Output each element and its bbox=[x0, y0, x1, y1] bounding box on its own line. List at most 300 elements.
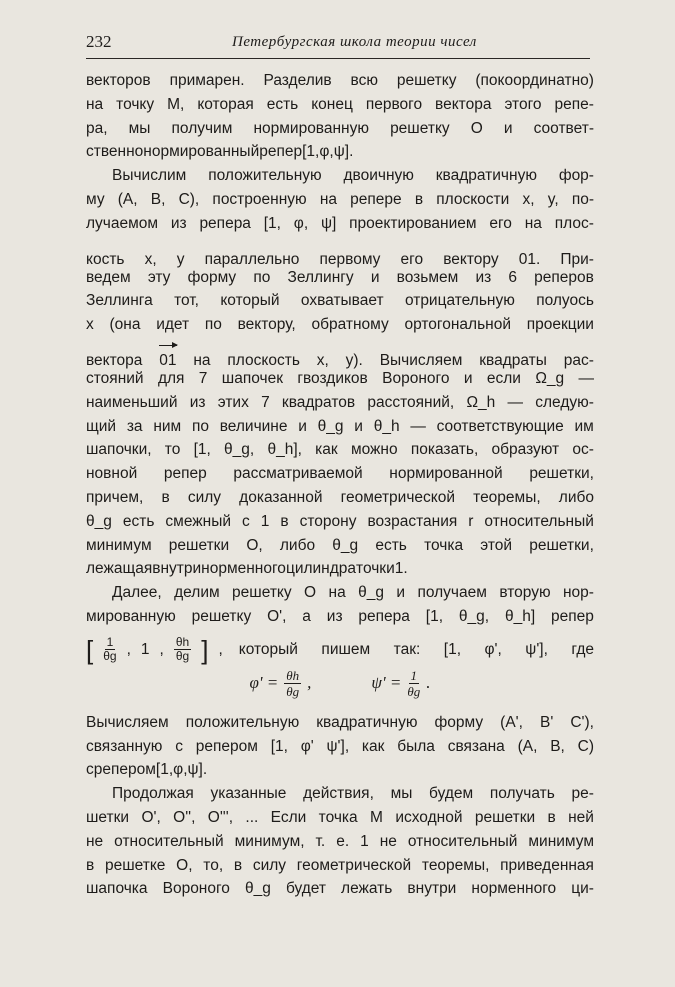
word: решетки, bbox=[529, 465, 594, 483]
frame-bracket: [ $\frac{1}{\theta g}$ , 1 , $\frac{\theta h}{\theta g}$ ] , bbox=[86, 634, 223, 665]
word: решетку bbox=[191, 607, 252, 625]
word: [1, bbox=[155, 761, 174, 779]
word: решетки bbox=[474, 808, 536, 826]
word: мы bbox=[390, 785, 413, 803]
word: в bbox=[414, 190, 424, 208]
word: образуют bbox=[491, 441, 560, 459]
word: стояний bbox=[86, 369, 144, 387]
word: соответ- bbox=[533, 119, 594, 137]
word: точку bbox=[116, 95, 155, 113]
word: (покоординатно) bbox=[475, 72, 594, 89]
word: θ_g, bbox=[458, 607, 490, 625]
word: в bbox=[547, 808, 556, 826]
word: который bbox=[220, 292, 280, 310]
word: и bbox=[396, 584, 406, 602]
word: y bbox=[176, 250, 185, 268]
word: проектированием bbox=[349, 214, 477, 232]
word: ψ]. bbox=[333, 143, 354, 161]
word: нор- bbox=[563, 584, 594, 602]
word: есть bbox=[266, 95, 299, 113]
word: C) bbox=[577, 737, 594, 755]
word: на bbox=[328, 584, 346, 602]
word: (она bbox=[109, 316, 141, 334]
word: ней bbox=[568, 808, 594, 826]
word: θ_h] bbox=[504, 607, 536, 625]
word: репер bbox=[551, 607, 594, 625]
word: на bbox=[86, 95, 104, 113]
word: охватывает bbox=[300, 292, 384, 310]
word: [1, bbox=[193, 441, 211, 459]
text-line bbox=[86, 269, 594, 293]
text-line bbox=[86, 833, 594, 857]
word: θ_g, bbox=[224, 441, 255, 459]
word: его bbox=[400, 250, 424, 268]
word: 6 bbox=[508, 268, 517, 286]
word: расстояний, bbox=[367, 393, 455, 411]
word: этой bbox=[480, 536, 513, 554]
word: Ω_h bbox=[466, 393, 496, 411]
word: геометрической bbox=[296, 856, 412, 874]
word: C), bbox=[178, 190, 200, 208]
word: относительный bbox=[484, 512, 594, 530]
word: репер bbox=[163, 465, 207, 483]
word: 01. bbox=[518, 250, 541, 268]
word: рас- bbox=[563, 351, 594, 369]
word: щий bbox=[86, 417, 117, 435]
word: получим bbox=[171, 119, 233, 137]
word: а bbox=[302, 607, 311, 625]
word: C'), bbox=[570, 713, 594, 731]
text-line bbox=[86, 191, 594, 215]
word: и bbox=[463, 369, 473, 387]
word: вторую bbox=[499, 584, 551, 602]
word: наименьший bbox=[86, 393, 178, 411]
text-line bbox=[86, 394, 594, 418]
word: φ', bbox=[484, 640, 502, 658]
word: — bbox=[410, 417, 426, 435]
word: сторону bbox=[299, 512, 357, 530]
word: с bbox=[175, 737, 183, 755]
word: вектору, bbox=[237, 316, 296, 334]
body-text bbox=[86, 72, 594, 904]
text-line bbox=[86, 143, 594, 167]
word: точка bbox=[424, 536, 464, 554]
word: решетку bbox=[232, 584, 292, 602]
word: θ_g bbox=[332, 536, 359, 554]
word: вектора bbox=[435, 95, 492, 113]
word: примарен. bbox=[169, 72, 245, 89]
phi-equation: φ' = $\frac{\theta h}{\theta g}$ , bbox=[249, 667, 312, 699]
word: репера bbox=[199, 214, 251, 232]
word: вектору bbox=[443, 250, 499, 268]
word: из bbox=[475, 268, 492, 286]
word: по bbox=[204, 316, 222, 334]
word: ψ'], bbox=[525, 640, 548, 658]
word: репера bbox=[358, 607, 410, 625]
word: нормированную bbox=[253, 119, 369, 137]
word: плоскость bbox=[227, 351, 300, 369]
word: всю bbox=[350, 72, 378, 89]
word: где bbox=[571, 640, 594, 658]
word: получать bbox=[489, 785, 555, 803]
word: решетки, bbox=[529, 536, 594, 554]
word: ос- bbox=[572, 441, 594, 459]
frame-middle: 1 bbox=[140, 640, 150, 658]
word: θ_g bbox=[245, 880, 271, 898]
word: репером bbox=[93, 761, 156, 779]
word: квадраты bbox=[479, 351, 547, 369]
word: Вычислим bbox=[112, 167, 187, 185]
word: будет bbox=[285, 880, 326, 898]
word: квадратичную bbox=[435, 167, 537, 185]
word: M, bbox=[167, 95, 185, 113]
word: репер bbox=[259, 143, 303, 161]
word: репере bbox=[350, 190, 402, 208]
text-line bbox=[86, 584, 594, 608]
word: фор- bbox=[558, 167, 594, 185]
word: то bbox=[164, 441, 181, 459]
word: нормированный bbox=[143, 143, 260, 161]
word: [1, bbox=[302, 143, 320, 161]
page-header bbox=[86, 32, 590, 59]
word: этого bbox=[504, 95, 542, 113]
word: по bbox=[253, 268, 271, 286]
word: решетке bbox=[104, 856, 166, 874]
text-line bbox=[86, 761, 594, 785]
word: с bbox=[86, 761, 94, 779]
word: y, bbox=[547, 190, 559, 208]
text-line bbox=[86, 215, 594, 239]
word: соответствующие bbox=[436, 417, 564, 435]
word: и bbox=[503, 119, 513, 137]
word: ра, bbox=[86, 119, 108, 137]
word: по- bbox=[571, 190, 594, 208]
word: причем, bbox=[86, 488, 144, 506]
word: на bbox=[319, 190, 337, 208]
text-line bbox=[86, 608, 594, 632]
text-line bbox=[86, 96, 594, 120]
word: M bbox=[370, 808, 383, 826]
word: лучаемом bbox=[86, 214, 159, 232]
word: точка bbox=[318, 808, 358, 826]
word: лежащая bbox=[86, 560, 153, 578]
word: как bbox=[361, 737, 385, 755]
word: O'', bbox=[173, 808, 196, 826]
word: B' bbox=[539, 713, 554, 731]
word: Вычисляем bbox=[86, 713, 169, 731]
text-line bbox=[86, 316, 594, 340]
word: положительную bbox=[208, 167, 322, 185]
word: (A', bbox=[500, 713, 523, 731]
word: ... bbox=[245, 808, 259, 826]
word: первому bbox=[319, 250, 381, 268]
word: [1, bbox=[425, 607, 444, 625]
word: не bbox=[86, 832, 104, 850]
word: θ_g bbox=[358, 584, 384, 602]
word: геометрической bbox=[340, 488, 456, 506]
text-line bbox=[86, 239, 594, 269]
word: шапочка bbox=[86, 880, 148, 898]
word: 01 bbox=[159, 351, 177, 369]
word: смежный bbox=[165, 512, 232, 530]
word: θ_g bbox=[86, 512, 112, 530]
word: x, bbox=[144, 250, 157, 268]
word: можно bbox=[350, 441, 398, 459]
text-line bbox=[86, 120, 594, 144]
word: новной bbox=[86, 465, 138, 483]
word: показать, bbox=[410, 441, 479, 459]
word: решетку bbox=[396, 72, 457, 89]
word: из bbox=[326, 607, 343, 625]
word: указанные bbox=[210, 785, 287, 803]
word: идет bbox=[156, 316, 190, 334]
word: φ, bbox=[319, 143, 334, 161]
word: решетку bbox=[390, 119, 450, 137]
word: в bbox=[161, 488, 170, 506]
word: квадратичную bbox=[316, 713, 418, 731]
word: в bbox=[86, 856, 95, 874]
word: е. bbox=[336, 832, 350, 850]
word: цилиндра bbox=[285, 560, 357, 578]
word: φ' bbox=[300, 737, 314, 755]
word: не bbox=[379, 832, 397, 850]
word: конец bbox=[311, 95, 353, 113]
word: на bbox=[524, 214, 542, 232]
word: либо bbox=[279, 536, 316, 554]
word: O''', bbox=[207, 808, 234, 826]
word: му bbox=[86, 190, 105, 208]
word: двоичную bbox=[343, 167, 414, 185]
word: (A, bbox=[117, 190, 138, 208]
word: есть bbox=[375, 536, 407, 554]
word: норменного bbox=[201, 560, 286, 578]
text-line bbox=[86, 560, 594, 584]
word: Зеллингу bbox=[287, 268, 354, 286]
word: вектора bbox=[86, 351, 143, 369]
word: возрастания bbox=[367, 512, 458, 530]
word: как bbox=[315, 441, 338, 459]
equation-line bbox=[86, 668, 594, 704]
word: ортогональной bbox=[404, 316, 511, 334]
word: При- bbox=[560, 250, 594, 268]
word: тот, bbox=[174, 292, 199, 310]
word: есть bbox=[122, 512, 155, 530]
word: относительный bbox=[407, 832, 518, 850]
word: [1, bbox=[263, 214, 281, 232]
word: φ, bbox=[173, 761, 188, 779]
word: для bbox=[157, 369, 185, 387]
word: рассматриваемой bbox=[233, 465, 363, 483]
word: θ_h bbox=[373, 417, 400, 435]
word: мированную bbox=[86, 607, 176, 625]
text-line bbox=[86, 72, 594, 96]
word: по bbox=[191, 417, 209, 435]
word: φ, bbox=[293, 214, 309, 232]
text-line bbox=[86, 537, 594, 561]
text-line bbox=[86, 857, 594, 881]
text-line bbox=[86, 370, 594, 394]
text-line bbox=[86, 418, 594, 442]
word: делим bbox=[174, 584, 220, 602]
word: теоремы, bbox=[421, 856, 490, 874]
word: Далее, bbox=[112, 584, 162, 602]
word: на bbox=[193, 351, 211, 369]
word: — bbox=[578, 369, 594, 387]
word: шетки bbox=[86, 808, 130, 826]
word: θ_h], bbox=[267, 441, 302, 459]
word: за bbox=[126, 417, 143, 435]
word: точки bbox=[356, 560, 395, 578]
word: [1, bbox=[443, 640, 461, 658]
word: величине bbox=[219, 417, 288, 435]
word: параллельно bbox=[204, 250, 300, 268]
word: ведем bbox=[86, 268, 131, 286]
word: y). bbox=[345, 351, 363, 369]
word: 7 bbox=[261, 393, 270, 411]
word: Вычисляем bbox=[379, 351, 463, 369]
word: O bbox=[304, 584, 317, 602]
word: 1. bbox=[394, 560, 408, 578]
word: 7 bbox=[198, 369, 208, 387]
word: Зеллинга bbox=[86, 292, 153, 310]
word: так: bbox=[393, 640, 421, 658]
psi-equation: ψ' = $\frac{1}{\theta g}$ . bbox=[371, 667, 431, 699]
word: который bbox=[238, 640, 298, 658]
word: O bbox=[470, 119, 483, 137]
word: (A, bbox=[517, 737, 538, 755]
word: решетки bbox=[168, 536, 230, 554]
text-line bbox=[86, 809, 594, 833]
word: связанную bbox=[86, 737, 163, 755]
word: относительный bbox=[114, 832, 224, 850]
word: и bbox=[370, 268, 380, 286]
word: была bbox=[397, 737, 435, 755]
word: — bbox=[507, 393, 524, 411]
word: шапочек bbox=[221, 369, 283, 387]
word: нормированной bbox=[389, 465, 503, 483]
word: ψ]. bbox=[187, 761, 208, 779]
word: реперов bbox=[534, 268, 594, 286]
word: внутри bbox=[152, 560, 202, 578]
frame-line bbox=[86, 632, 594, 668]
word: Продолжая bbox=[112, 785, 194, 803]
word: первого bbox=[365, 95, 423, 113]
word: 1 bbox=[260, 512, 270, 530]
word: Ω_g bbox=[535, 369, 565, 387]
text-line bbox=[86, 465, 594, 489]
text-line bbox=[86, 292, 594, 316]
word: и bbox=[354, 417, 363, 435]
word: из bbox=[189, 393, 206, 411]
text-line bbox=[86, 489, 594, 513]
word: отрицательную bbox=[404, 292, 515, 310]
word: ре- bbox=[571, 785, 594, 803]
word: силу bbox=[187, 488, 222, 506]
word: которая bbox=[197, 95, 254, 113]
word: B, bbox=[550, 737, 565, 755]
text-line bbox=[239, 641, 594, 659]
text-line bbox=[86, 167, 594, 191]
word: Если bbox=[270, 808, 307, 826]
word: x, bbox=[522, 190, 535, 208]
word: исходной bbox=[395, 808, 463, 826]
word: минимум, bbox=[234, 832, 305, 850]
word: ним bbox=[153, 417, 182, 435]
word: O, bbox=[246, 536, 263, 554]
word: плоскости bbox=[436, 190, 510, 208]
word: пишем bbox=[321, 640, 371, 658]
word: репе- bbox=[554, 95, 594, 113]
word: O, bbox=[176, 856, 193, 874]
word: норменного bbox=[471, 880, 557, 898]
word: 1 bbox=[360, 832, 369, 850]
word: r bbox=[468, 512, 474, 530]
word: возьмем bbox=[396, 268, 459, 286]
text-line bbox=[86, 513, 594, 537]
word: Вороного bbox=[382, 369, 450, 387]
word: этих bbox=[217, 393, 249, 411]
text-line bbox=[86, 441, 594, 465]
word: векторов bbox=[86, 72, 151, 89]
word: его bbox=[489, 214, 512, 232]
word: минимум bbox=[86, 536, 152, 554]
text-line bbox=[86, 738, 594, 762]
word: B, bbox=[150, 190, 166, 208]
word: Разделив bbox=[263, 72, 332, 89]
text-line bbox=[86, 714, 594, 738]
text-line bbox=[86, 880, 594, 904]
word: либо bbox=[558, 488, 594, 506]
word: то, bbox=[203, 856, 224, 874]
word: кость bbox=[86, 250, 125, 268]
word: положительную bbox=[185, 713, 300, 731]
page-number: 232 bbox=[86, 32, 112, 51]
word: в bbox=[233, 856, 243, 874]
word: силу bbox=[252, 856, 287, 874]
word: O', bbox=[141, 808, 161, 826]
word: лежать bbox=[341, 880, 393, 898]
word: мы bbox=[128, 119, 151, 137]
word: ψ'], bbox=[326, 737, 350, 755]
word: обратному bbox=[311, 316, 389, 334]
text-line bbox=[86, 340, 594, 370]
word: из bbox=[170, 214, 187, 232]
word: форму bbox=[187, 268, 237, 286]
word: плос- bbox=[554, 214, 594, 232]
running-head: Петербургская школа теории чисел bbox=[232, 34, 477, 50]
word: репером bbox=[195, 737, 258, 755]
word: полуось bbox=[536, 292, 594, 310]
text-line bbox=[86, 785, 594, 809]
word: квадратов bbox=[281, 393, 356, 411]
word: т. bbox=[315, 832, 326, 850]
word: в bbox=[280, 512, 289, 530]
word: ственно bbox=[86, 143, 144, 161]
word: θ_g bbox=[317, 417, 344, 435]
word: x bbox=[86, 316, 94, 334]
word: теоремы, bbox=[473, 488, 541, 506]
word: доказанной bbox=[239, 488, 323, 506]
fraction-a: $\frac{1}{\theta g}$ bbox=[103, 635, 117, 664]
word: ψ] bbox=[320, 214, 337, 232]
word: проекции bbox=[526, 316, 594, 334]
word: и bbox=[298, 417, 307, 435]
word: минимум bbox=[528, 832, 594, 850]
word: следую- bbox=[535, 393, 594, 411]
word: гвоздиков bbox=[297, 369, 368, 387]
word: внутри bbox=[407, 880, 457, 898]
word: [1, bbox=[270, 737, 288, 755]
